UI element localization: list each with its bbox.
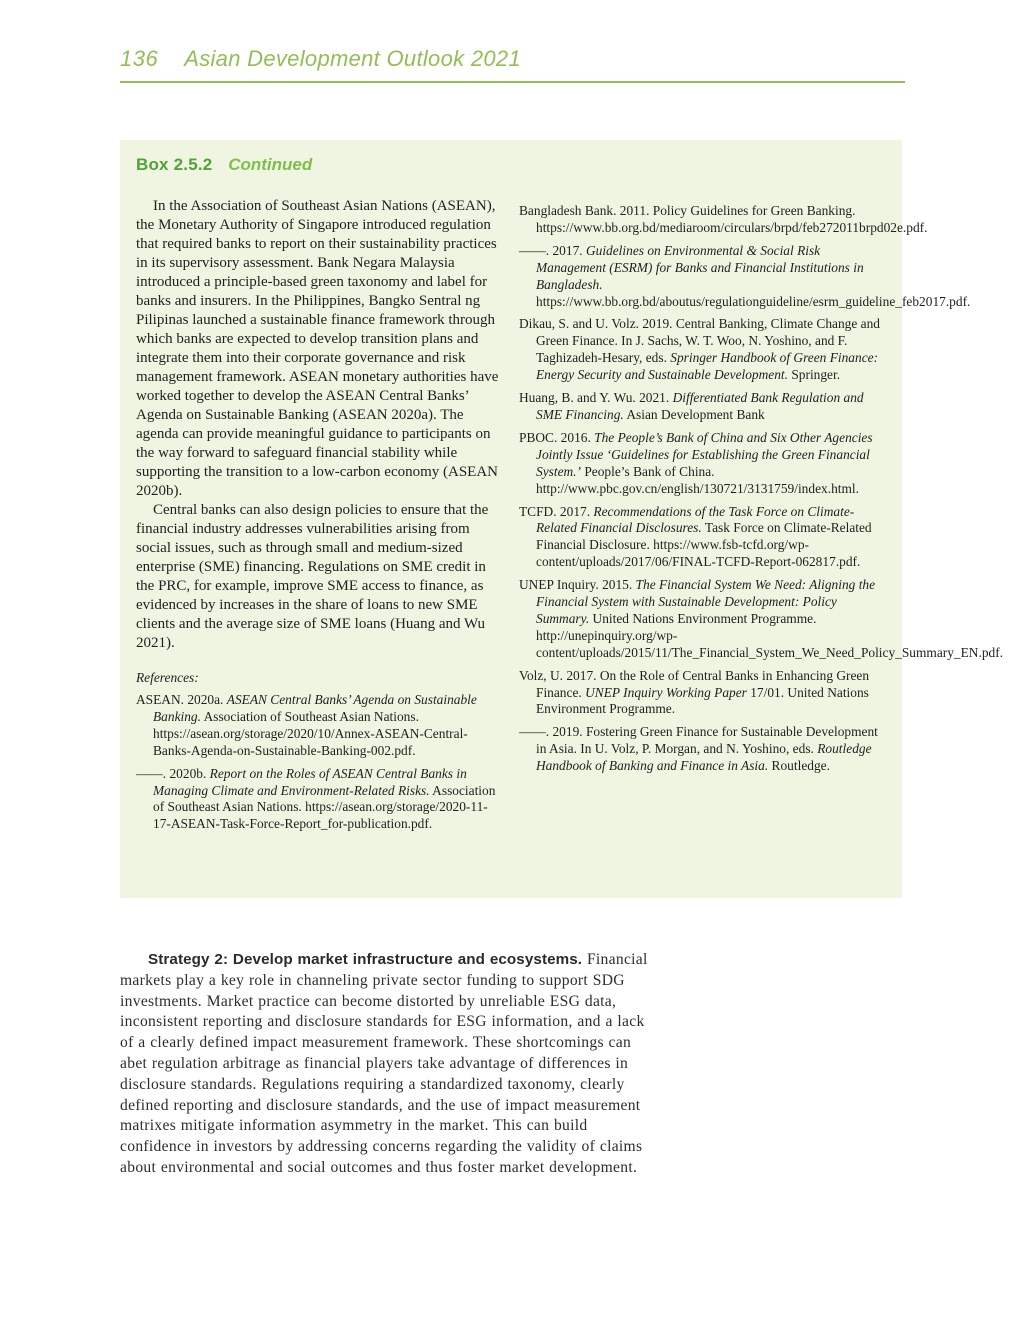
strategy-paragraph: [120, 950, 660, 1179]
page-number: 136: [120, 46, 159, 71]
reference-entry: ——. 2017. Guidelines on Environmental & Social Risk Management (ESRM) for Banks and Financial Institutions in Bangladesh. https://www.bb.org.bd/aboutus/regulationguideline/esrm_guideline_feb2017.pdf.: [519, 242, 971, 309]
reference-entry: TCFD. 2017. Recommendations of the Task Force on Climate-Related Financial Disclosures. Task Force on Climate-Related Financial Disclosure. https://www.fsb-tcfd.org/wp-content/uploads/2017/06/FINAL-TCFD-Report-062817.pdf.: [519, 503, 872, 570]
reference-entry: ASEAN. 2020a. ASEAN Central Banks’ Agenda on Sustainable Banking. Association of Southeast Asian Nations. https://asean.org/storage/2020/10/Annex-ASEAN-Central-Banks-Agenda-on-Sustainable-Banking-002.pdf.: [136, 692, 477, 758]
reference-entry: PBOC. 2016. The People’s Bank of China and Six Other Agencies Jointly Issue ‘Guidelines for Establishing the Green Financial System.’ People’s Bank of China. http://www.pbc.gov.cn/english/130721/3131759/index.html.: [519, 429, 873, 496]
box-left-column: [136, 197, 503, 833]
strategy-body-text: Financial markets play a key role in channeling private sector funding to support SDG investments. Market practice can become distorted by unreliable ESG data, inconsistent reporting and disclosure standards for ESG information, and a lack of a clearly defined impact measurement framework. These shortcomings can abet regulation arbitrage as financial players take advantage of differences in disclosure standards. Regulations requiring a standardized taxonomy, clearly defined reporting and disclosure standards, and the use of impact measurement matrixes mitigate information asymmetry in the market. This can build confidence in investors by addressing concerns regarding the validity of claims about environmental and social outcomes and thus foster market development.: [120, 951, 648, 1176]
box-right-column: [519, 197, 1004, 833]
references-list-right: [519, 203, 1004, 775]
box-label: Box 2.5.2: [136, 155, 213, 174]
reference-entry: Dikau, S. and U. Volz. 2019. Central Banking, Climate Change and Green Finance. In J. Sachs, W. T. Woo, N. Yoshino, and F. Taghizadeh-Hesary, eds. Springer Handbook of Green Finance: Energy Security and Sustainable Development. Springer.: [519, 316, 881, 383]
reference-entry: Bangladesh Bank. 2011. Policy Guidelines for Green Banking. https://www.bb.org.bd/mediaroom/circulars/brpd/feb272011brpd02e.pdf.: [519, 203, 928, 235]
reference-entry: Huang, B. and Y. Wu. 2021. Differentiated Bank Regulation and SME Financing. Asian Development Bank: [519, 390, 864, 422]
box-title: [136, 155, 886, 175]
reference-entry: ——. 2019. Fostering Green Finance for Sustainable Development in Asia. In U. Volz, P. Morgan, and N. Yoshino, eds. Routledge Handbook of Banking and Finance in Asia. Routledge.: [519, 724, 878, 774]
reference-entry: UNEP Inquiry. 2015. The Financial System We Need: Aligning the Financial System with Sustainable Development: Policy Summary. United Nations Environment Programme. http://unepinquiry.org/wp-content/uploads/2015/11/The_Financial_System_We_Need_Policy_Summary_EN.pdf.: [519, 577, 1004, 660]
strategy-heading: Strategy 2: Develop market infrastructure and ecosystems.: [148, 951, 587, 968]
references-list-left: [136, 692, 503, 833]
box-paragraph: In the Association of Southeast Asian Nations (ASEAN), the Monetary Authority of Singapore introduced regulation that required banks to report on their sustainability practices in its supervisory assessment. Bank Negara Malaysia introduced a principle-based green taxonomy and label for banks and insurers. In the Philippines, Bangko Sentral ng Pilipinas launched a sustainable finance framework through which banks are expected to develop transition plans and integrate them into their corporate governance and risk management framework. ASEAN monetary authorities have worked together to develop the ASEAN Central Banks’ Agenda on Sustainable Banking (ASEAN 2020a). The agenda can provide meaningful guidance to participants on the way forward to safeguard financial stability while supporting the transition to a low-carbon economy (ASEAN 2020b).: [136, 198, 499, 499]
references-heading: References:: [136, 670, 199, 685]
box-columns: [136, 197, 1004, 833]
page-header: [120, 46, 905, 83]
continued-box: [120, 140, 1004, 898]
box-paragraph: Central banks can also design policies to ensure that the financial industry addresses vulnerabilities arising from social issues, such as through small and medium-sized enterprise (SME) financing. Regulations on SME credit in the PRC, for example, improve SME access to finance, as evidenced by increases in the share of loans to new SME clients and the average size of SME loans (Huang and Wu 2021).: [136, 502, 489, 651]
main-text-section: [120, 950, 660, 1179]
reference-entry: ——. 2020b. Report on the Roles of ASEAN Central Banks in Managing Climate and Environment-Related Risks. Association of Southeast Asian Nations. https://asean.org/storage/2020-11-17-ASEAN-Task-Force-Report_for-publication.pdf.: [136, 765, 496, 832]
box-continued-label: Continued: [228, 155, 313, 174]
reference-entry: Volz, U. 2017. On the Role of Central Banks in Enhancing Green Finance. UNEP Inquiry Working Paper 17/01. United Nations Environment Programme.: [519, 667, 870, 717]
document-title: Asian Development Outlook 2021: [184, 46, 521, 71]
